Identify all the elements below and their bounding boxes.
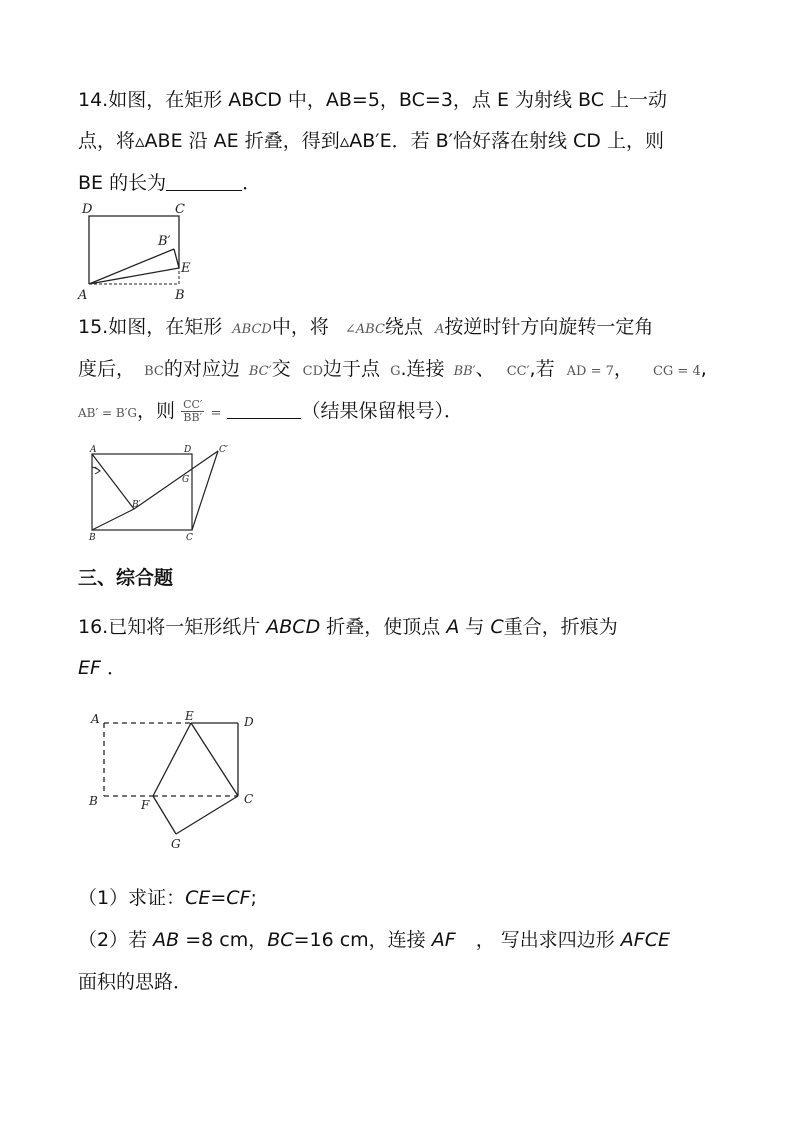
q16-text: 16.已知将一矩形纸片 xyxy=(78,616,261,638)
label-bp: B′ xyxy=(132,500,141,510)
label-c: C xyxy=(244,792,254,806)
q15-line-3 xyxy=(78,399,463,426)
q15-text: 边于点 xyxy=(323,358,381,380)
math-ce: CE xyxy=(185,887,211,909)
q15-text: 度后， xyxy=(78,358,136,380)
q16-text: ; xyxy=(250,887,257,909)
q16-text: （2）若 xyxy=(78,929,148,951)
q16-text: =8 cm， xyxy=(185,929,268,951)
q16-figure xyxy=(86,708,266,858)
math-cf: CF xyxy=(226,887,251,909)
label-g: G xyxy=(182,475,190,485)
answer-blank xyxy=(166,172,242,191)
label-a: A xyxy=(91,712,100,726)
math-angle-abc: ∠ABC xyxy=(344,322,385,337)
q15-text: ，则 xyxy=(137,400,176,422)
label-d: D xyxy=(184,445,192,455)
q15-figure xyxy=(86,443,236,543)
math-abcd: ABCD xyxy=(232,322,272,337)
math-ad-7: AD = 7 xyxy=(566,364,614,379)
label-d: D xyxy=(244,715,254,729)
q14-line-3 xyxy=(78,171,261,195)
math-cd: CD xyxy=(302,364,324,379)
math-bbp: BB′ xyxy=(453,364,476,379)
math-bc: BC xyxy=(144,364,164,379)
q16-text: =16 cm，连接 xyxy=(293,929,426,951)
q16-part-2 xyxy=(78,928,670,952)
label-d: D xyxy=(82,202,93,217)
math-equals: = xyxy=(210,406,222,421)
q16-period: ． xyxy=(106,657,126,679)
answer-blank xyxy=(227,400,301,419)
segment-ec xyxy=(191,723,238,796)
q15-text: （结果保留根号）． xyxy=(301,400,463,422)
label-e: E xyxy=(185,709,194,723)
math-afce: AFCE xyxy=(620,929,670,951)
q14-text: BE 的长为 xyxy=(78,172,167,194)
label-c: C xyxy=(175,202,185,217)
q15-text: , xyxy=(700,358,707,380)
q16-text: （1）求证： xyxy=(78,887,186,909)
q15-text: 绕点 xyxy=(384,316,423,338)
segment-bbp xyxy=(92,509,134,530)
label-b: B xyxy=(89,794,98,808)
math-abp-eq-bpg: AB′ = B′G xyxy=(78,406,138,420)
label-a: A xyxy=(78,288,88,303)
section-heading: 三、综合题 xyxy=(78,567,174,589)
q16-part-1 xyxy=(78,886,257,910)
q16-part-2-cont: 面积的思路． xyxy=(78,971,193,993)
label-e: E xyxy=(181,261,191,276)
segment-abp xyxy=(92,454,134,509)
segment-bpg-cp xyxy=(134,451,218,509)
q16-line-1 xyxy=(78,615,618,639)
q15-text: ， xyxy=(613,358,633,380)
q15-text: 、 xyxy=(475,358,495,380)
q15-text: 15.如图，在矩形 xyxy=(78,316,223,338)
q14-period: ． xyxy=(242,172,262,194)
segment-abp xyxy=(89,249,174,284)
q15-text: 中，将 xyxy=(271,316,329,338)
math-g: G xyxy=(390,364,401,379)
math-abcd: ABCD xyxy=(266,616,321,638)
q15-text: .连接 xyxy=(400,358,445,380)
q16-text: ， 写出求四边形 xyxy=(475,929,615,951)
segment-ae xyxy=(89,268,179,284)
q14-line-1: 14.如图，在矩形 ABCD 中，AB=5，BC=3，点 E 为射线 BC 上一动 xyxy=(78,89,668,111)
rect-top-and-sides xyxy=(89,216,179,284)
math-bcp: BC′ xyxy=(248,364,272,379)
math-bc: BC xyxy=(267,929,294,951)
math-ef: EF xyxy=(78,657,101,679)
fraction-numerator: CC′ xyxy=(183,398,203,411)
math-cg-4: CG = 4 xyxy=(652,364,701,379)
label-cp: C′ xyxy=(219,445,228,455)
q14-figure xyxy=(78,200,198,303)
q16-text: 重合，折痕为 xyxy=(503,616,618,638)
math-ccp: CC′ xyxy=(506,364,530,379)
label-c: C xyxy=(186,533,193,543)
label-g: G xyxy=(171,837,181,851)
label-a: A xyxy=(90,445,97,455)
rect-abcd xyxy=(92,454,192,530)
q14-line-2: 点，将▵ABE 沿 AE 折叠，得到▵AB′E．若 B′恰好落在射线 CD 上，则 xyxy=(78,130,664,152)
q16-line-2 xyxy=(78,656,126,680)
q15-line-1 xyxy=(78,315,653,342)
q16-text: 与 xyxy=(465,616,485,638)
math-af: AF xyxy=(431,929,456,951)
math-ab: AB xyxy=(153,929,180,951)
fraction-denominator: BB′ xyxy=(183,411,203,424)
math-fraction xyxy=(181,399,204,424)
segment-ccp xyxy=(192,451,218,530)
segment-fg xyxy=(153,796,176,834)
q15-text: 的对应边 xyxy=(163,358,240,380)
math-equals: = xyxy=(210,887,227,909)
segment-ef xyxy=(153,723,191,796)
math-a: A xyxy=(446,616,460,638)
label-b: B xyxy=(175,288,185,303)
label-bp: B′ xyxy=(158,234,171,249)
q15-text: 按逆时针方向旋转一定角 xyxy=(444,316,654,338)
q15-line-2 xyxy=(78,357,707,384)
label-f: F xyxy=(141,798,150,812)
label-b: B xyxy=(89,533,96,543)
q15-text: ,若 xyxy=(529,358,555,380)
q15-text: 交 xyxy=(271,358,291,380)
segment-bpe xyxy=(174,249,179,268)
q16-text: 折叠，使顶点 xyxy=(326,616,441,638)
math-c: C xyxy=(490,616,504,638)
segment-gc xyxy=(176,796,238,834)
math-a: A xyxy=(434,322,445,337)
